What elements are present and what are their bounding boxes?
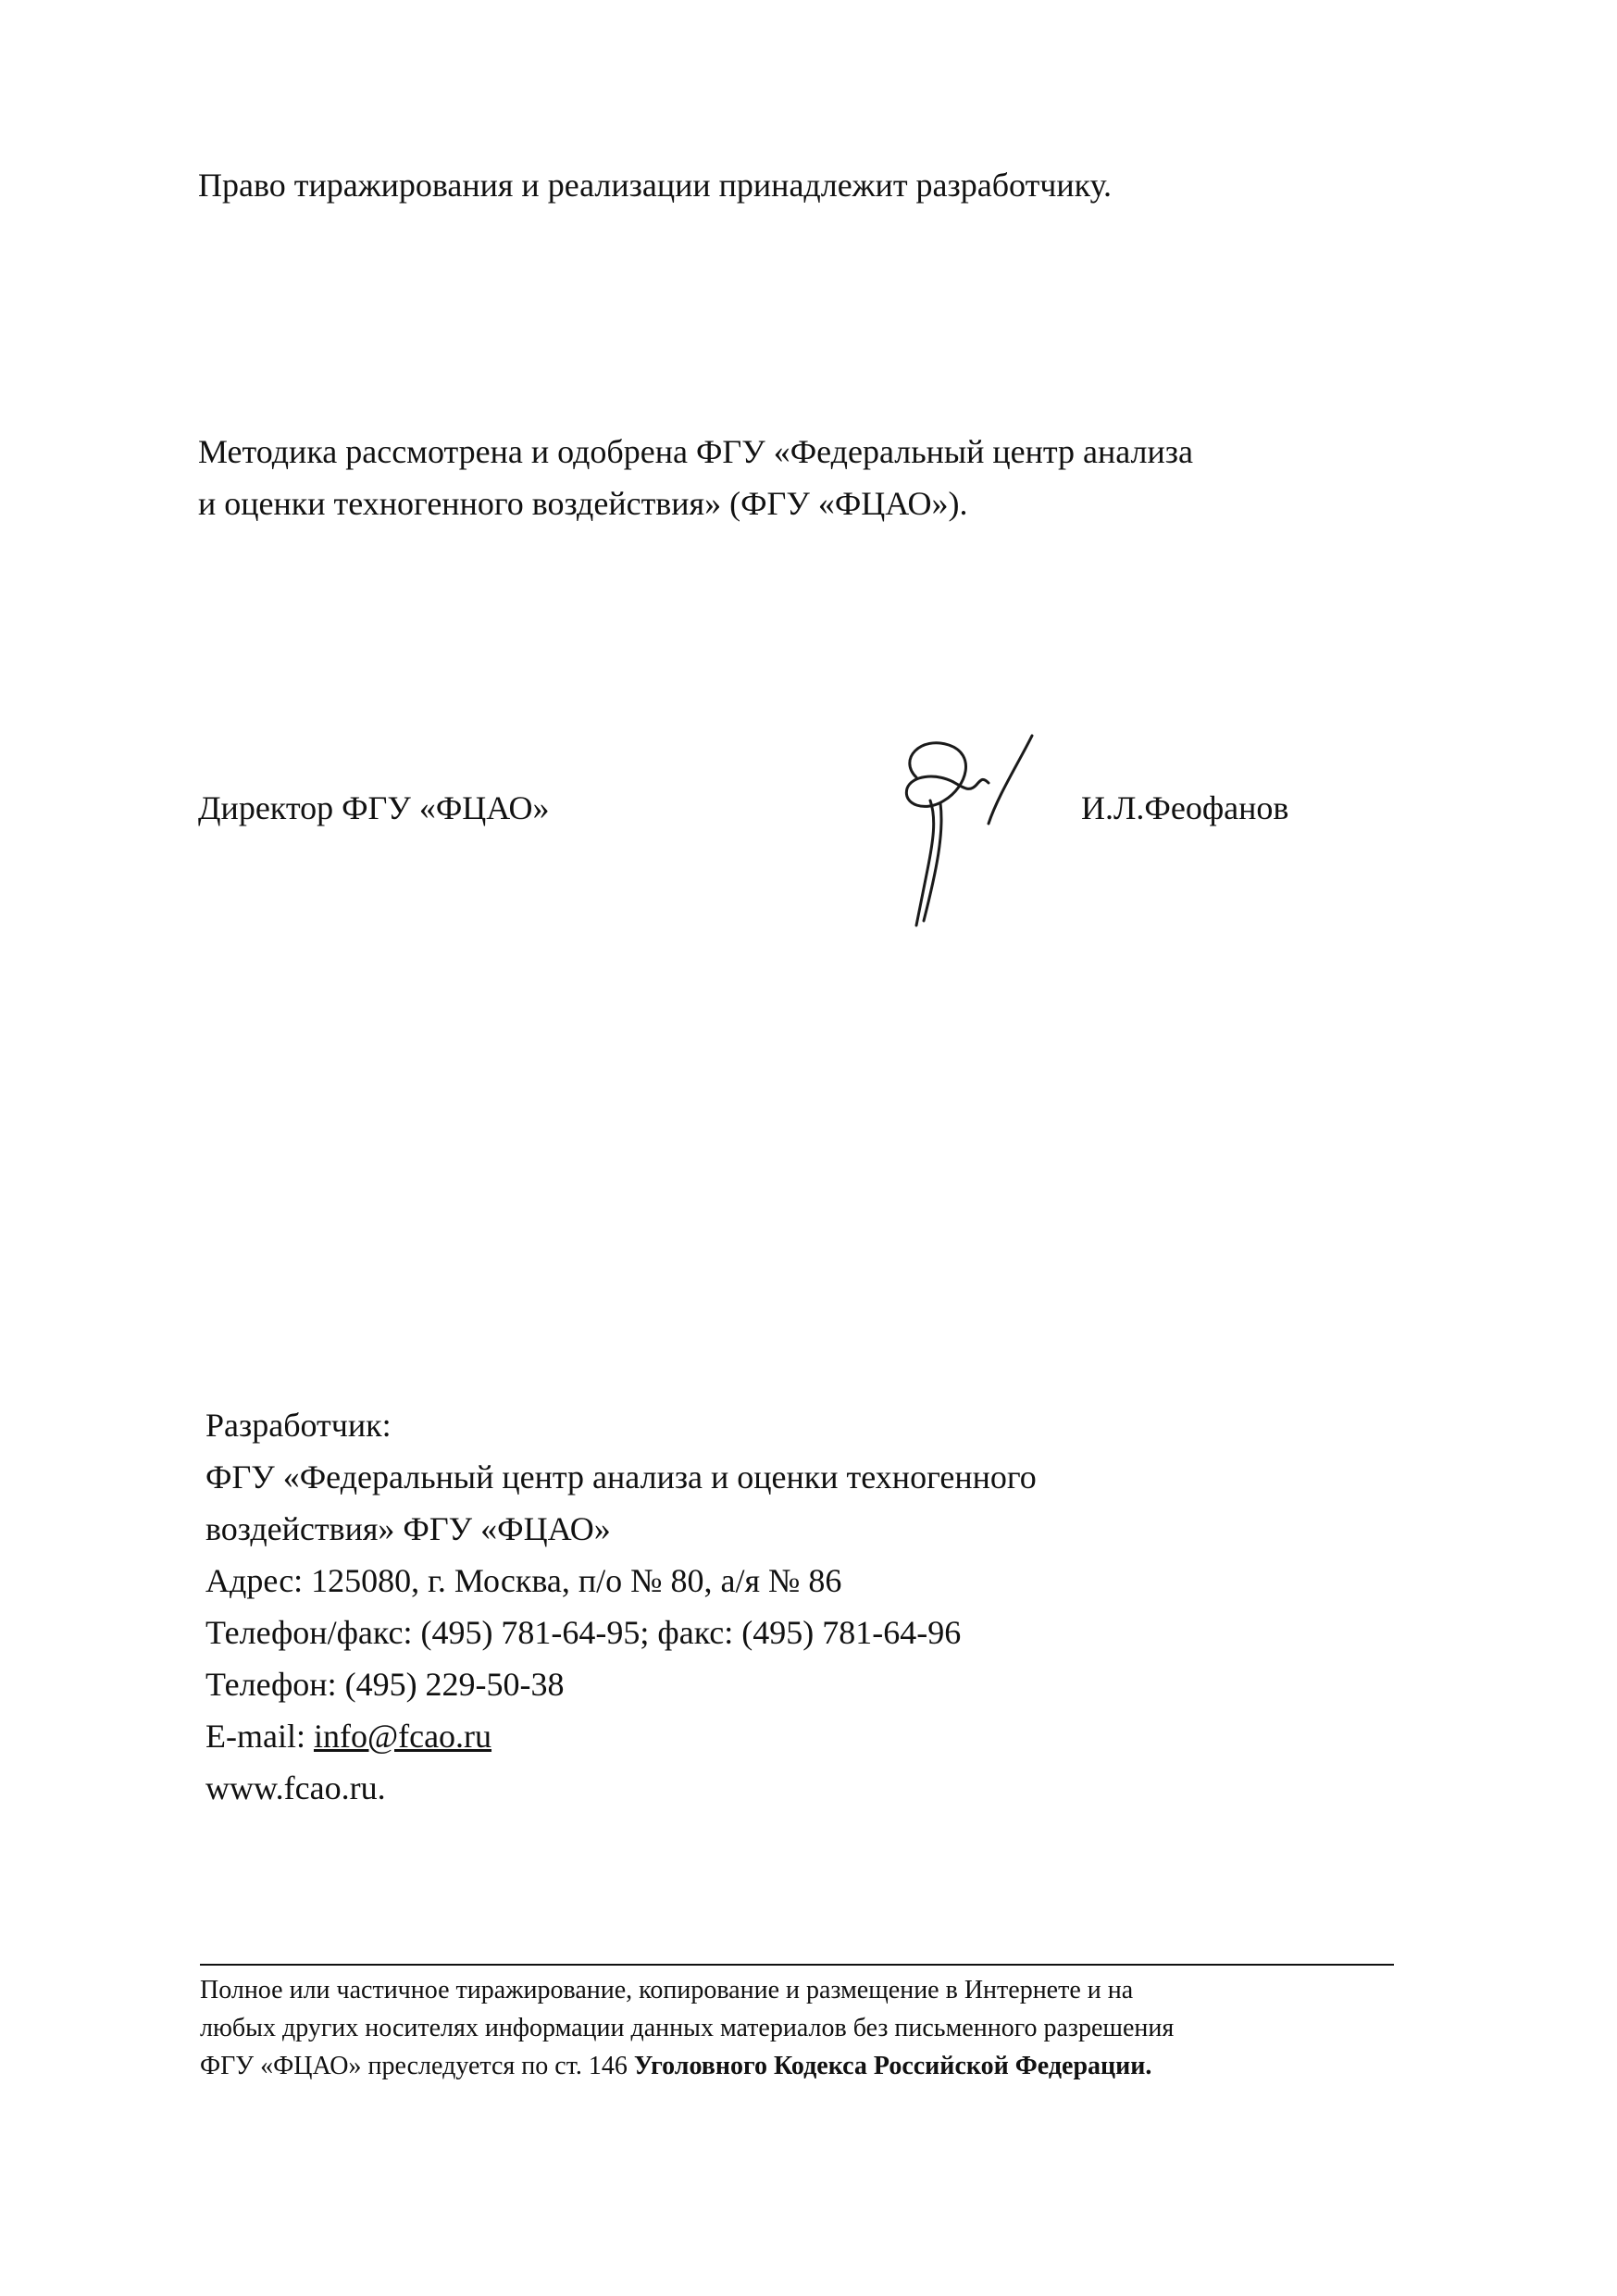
signature-image: [879, 731, 1046, 935]
footer-line-1: Полное или частичное тиражирование, копирование и размещение в Интернете и на: [200, 1976, 1134, 2004]
developer-phone-fax: Телефон/факс: (495) 781-64-95; факс: (495) 781-64-96: [205, 1614, 962, 1651]
developer-org-line-2: воздействия» ФГУ «ФЦАО»: [205, 1510, 611, 1547]
footer-line-3-bold: Уголовного Кодекса Российской Федерации.: [633, 2052, 1152, 2080]
approval-paragraph: [198, 426, 1193, 529]
developer-website[interactable]: www.fcao.ru.: [205, 1769, 386, 1806]
rights-notice-text: Право тиражирования и реализации принадлежит разработчику.: [198, 167, 1113, 204]
developer-phone: Телефон: (495) 229-50-38: [205, 1666, 565, 1703]
developer-info: [205, 1399, 1037, 1814]
footer-divider: [200, 1964, 1394, 1966]
rights-notice: [198, 159, 1112, 211]
director-title: Директор ФГУ «ФЦАО»: [198, 789, 550, 826]
email-link[interactable]: info@fcao.ru: [313, 1718, 492, 1755]
footer-legal-notice: [200, 1971, 1174, 2085]
developer-org-line-1: ФГУ «Федеральный центр анализа и оценки техногенного: [205, 1458, 1037, 1496]
footer-line-3: [200, 2047, 1174, 2085]
approval-line-1: Методика рассмотрена и одобрена ФГУ «Федеральный центр анализа: [198, 433, 1193, 470]
footer-line-3-regular: ФГУ «ФЦАО» преследуется по ст. 146: [200, 2052, 634, 2080]
footer-line-2: любых других носителях информации данных материалов без письменного разрешения: [200, 2014, 1175, 2042]
email-label: E-mail:: [205, 1718, 314, 1755]
developer-email-line: [205, 1710, 1037, 1762]
approval-line-2: и оценки техногенного воздействия» (ФГУ «ФЦАО»).: [198, 485, 968, 522]
developer-heading: Разработчик:: [205, 1407, 392, 1444]
developer-address: Адрес: 125080, г. Москва, п/о № 80, а/я № 86: [205, 1562, 842, 1599]
signer-name: И.Л.Феофанов: [1081, 789, 1289, 826]
